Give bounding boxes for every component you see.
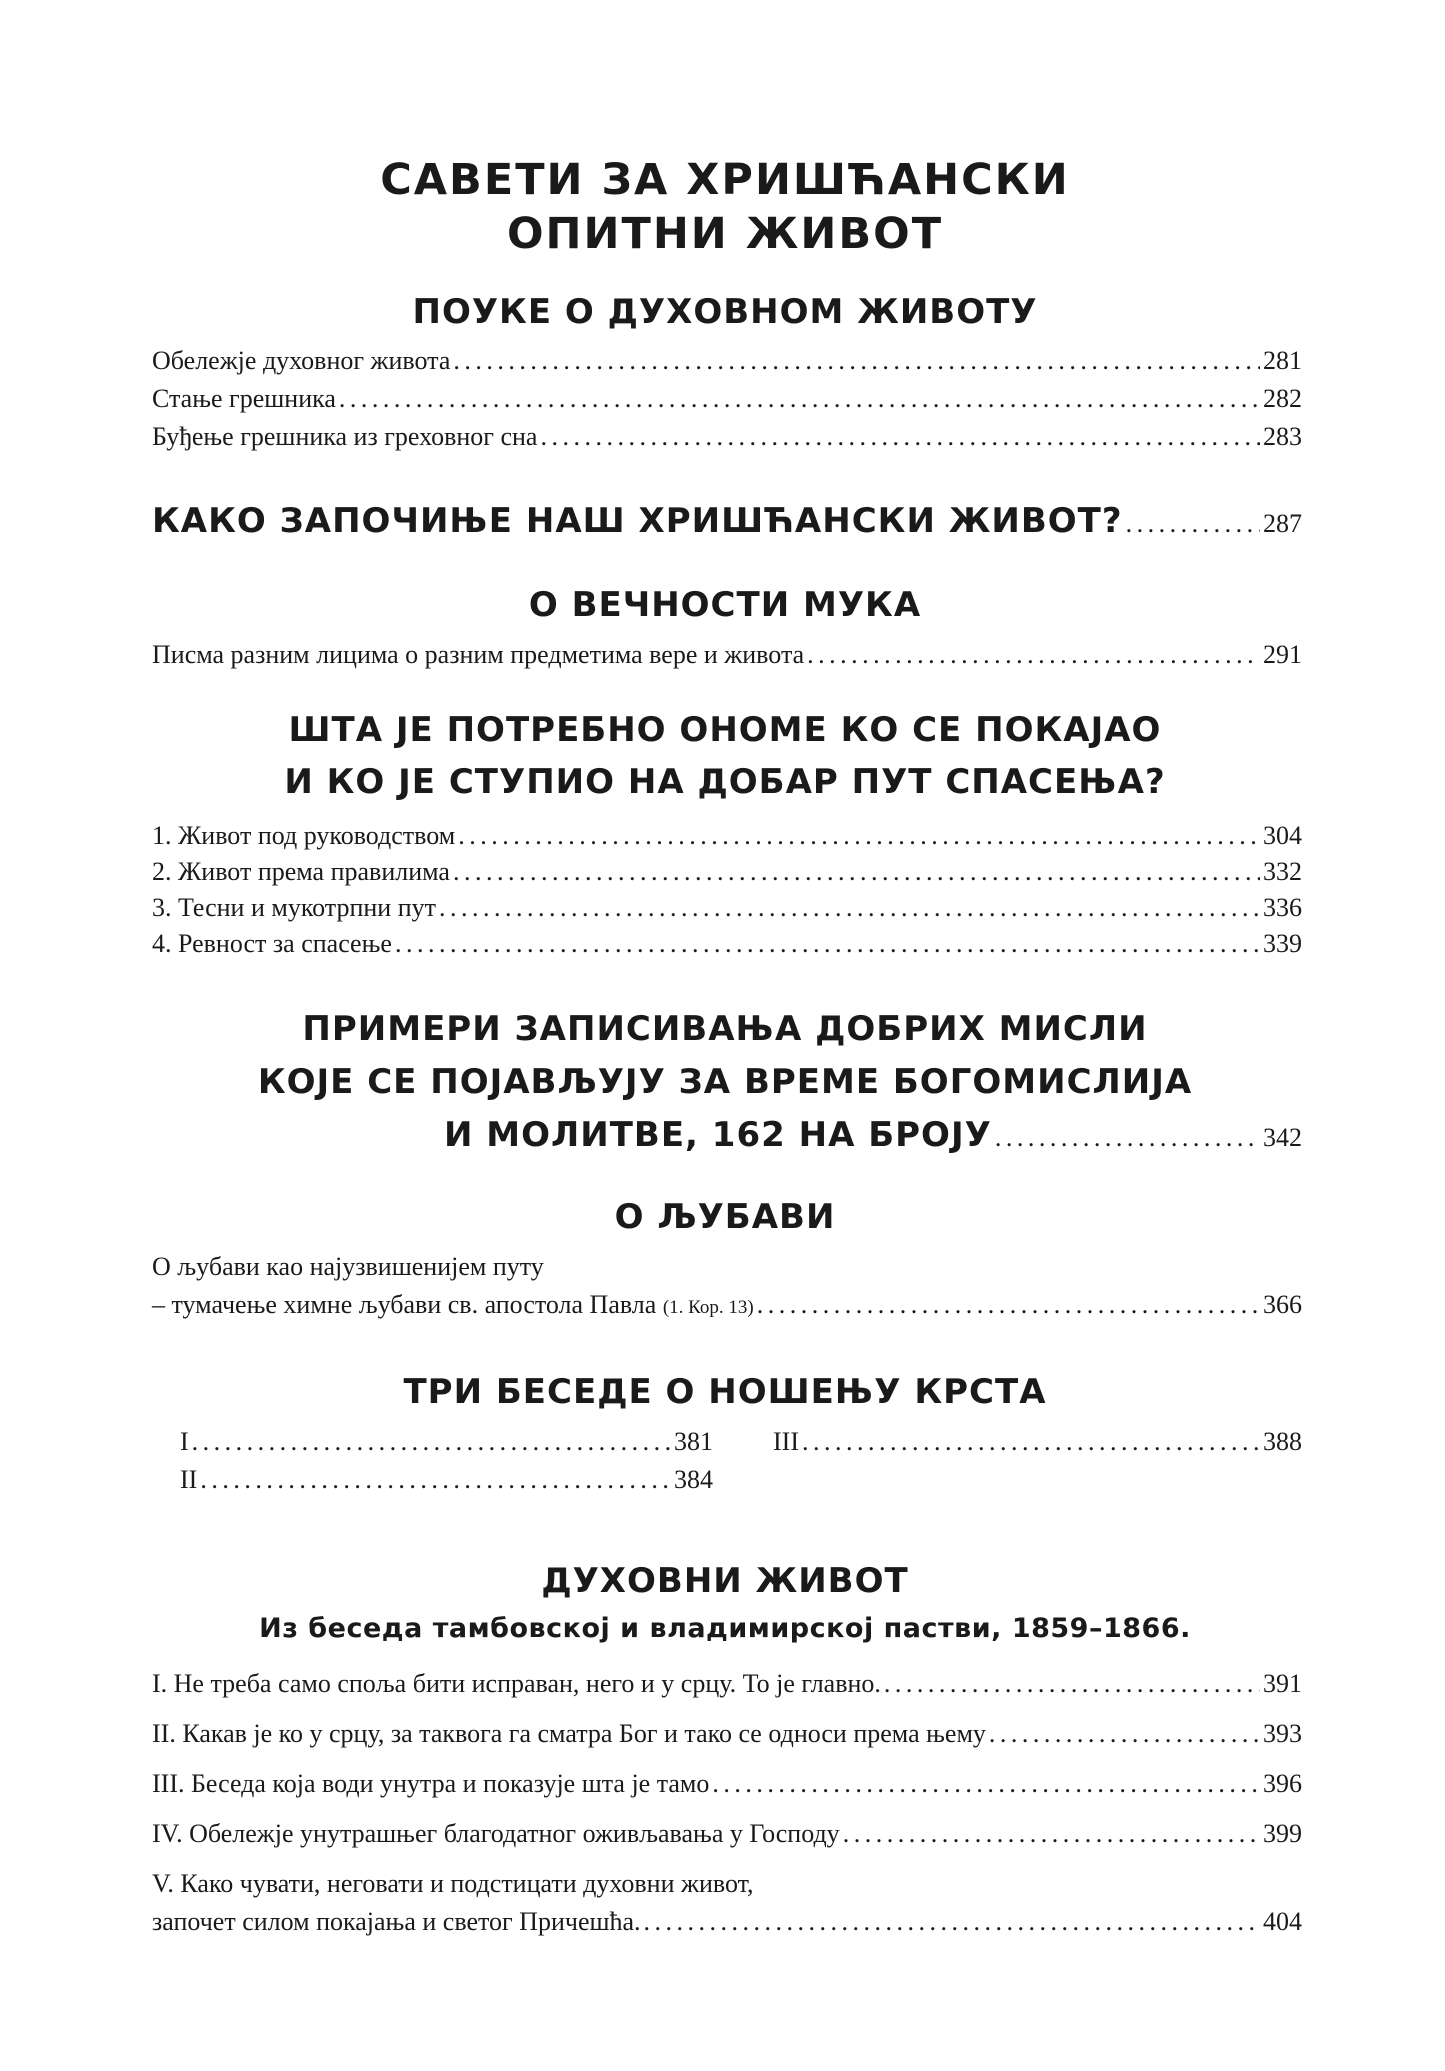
toc-entry-page: 388 — [1263, 1427, 1302, 1456]
toc-entry-page: 366 — [1263, 1290, 1302, 1319]
section-heading-shta-line2: И КО ЈЕ СТУПИО НА ДОБАР ПУТ СПАСЕЊА? — [284, 762, 1166, 802]
toc-entry-title: II — [180, 1465, 198, 1494]
dot-leader — [453, 343, 1260, 379]
toc-entry-page: 404 — [1263, 1907, 1302, 1936]
dot-leader — [757, 1287, 1260, 1323]
section-heading-duhovni-zivot: ДУХОВНИ ЖИВОТ — [541, 1561, 909, 1601]
toc-entry-page: 282 — [1263, 384, 1302, 413]
dot-leader — [989, 1716, 1260, 1752]
toc-entry-page: 339 — [1263, 929, 1302, 958]
toc-entry-title: I — [180, 1427, 189, 1456]
toc-entry[interactable] — [152, 1287, 1302, 1323]
toc-entry-page: 399 — [1263, 1819, 1302, 1848]
toc-entry-page: 396 — [1263, 1769, 1302, 1798]
toc-entry-title — [152, 1287, 754, 1326]
dot-leader — [458, 818, 1260, 854]
toc-entry-title: Стање грешника — [152, 384, 336, 413]
toc-entry[interactable] — [152, 637, 1302, 673]
toc-heading-entry[interactable] — [152, 496, 1302, 546]
toc-entry-page: 281 — [1263, 346, 1302, 375]
section-heading-pouke: ПОУКЕ О ДУХОВНОМ ЖИВОТУ — [412, 292, 1038, 332]
section-subheading: Из беседа тамбовској и владимирској пастви, 1859–1866. — [259, 1613, 1191, 1644]
toc-entry-title: II. Какав је ко у срцу, за таквога га сматра Бог и тако се односи према њему — [152, 1719, 986, 1748]
toc-entry-title: III — [773, 1427, 799, 1456]
toc-entry-page: 283 — [1263, 422, 1302, 451]
dot-leader — [395, 926, 1260, 962]
toc-entry-title-line2: – тумачење химне љубави св. апостола Павла — [152, 1290, 657, 1319]
dot-leader — [439, 890, 1260, 926]
dot-leader — [200, 1462, 671, 1498]
section-heading-vechnosti: О ВЕЧНОСТИ МУКА — [528, 585, 922, 625]
dot-leader — [1126, 499, 1260, 549]
toc-entry-page: 291 — [1263, 640, 1302, 669]
dot-leader — [339, 381, 1260, 417]
dot-leader — [884, 1666, 1260, 1702]
toc-entry-page: 332 — [1263, 857, 1302, 886]
toc-entry-title: III. Беседа која води унутра и показује шта је тамо — [152, 1769, 710, 1798]
toc-entry-page: 336 — [1263, 893, 1302, 922]
toc-entry[interactable] — [152, 818, 1302, 854]
toc-entry-title: 3. Тесни и мукотрпни пут — [152, 893, 436, 922]
toc-entry[interactable] — [152, 343, 1302, 379]
dot-leader — [712, 1766, 1260, 1802]
dot-leader — [644, 1904, 1260, 1940]
toc-entry[interactable] — [773, 1424, 1302, 1460]
toc-entry[interactable] — [152, 1816, 1302, 1852]
dot-leader — [192, 1424, 671, 1460]
main-title-line2: ОПИТНИ ЖИВОТ — [506, 209, 944, 259]
toc-entry-title: IV. Обележје унутрашњег благодатног оживљавања у Господу — [152, 1819, 840, 1848]
toc-entry[interactable] — [152, 1904, 1302, 1940]
dot-leader — [453, 854, 1260, 890]
dot-leader — [807, 637, 1260, 673]
dot-leader — [802, 1424, 1260, 1460]
toc-entry[interactable] — [152, 1766, 1302, 1802]
main-title-line1: САВЕТИ ЗА ХРИШЋАНСКИ — [380, 155, 1070, 205]
toc-entry-title-line1: О љубави као најузвишенијем путу — [152, 1252, 544, 1281]
toc-entry-page: 393 — [1263, 1719, 1302, 1748]
toc-entry-title: 4. Ревност за спасење — [152, 929, 392, 958]
toc-entry[interactable] — [152, 926, 1302, 962]
toc-entry-title-line1: V. Како чувати, неговати и подстицати духовни живот, — [152, 1869, 754, 1898]
bible-reference: (1. Кор. 13) — [662, 1297, 754, 1318]
dot-leader — [843, 1816, 1260, 1852]
section-heading-kako: КАКО ЗАПОЧИЊЕ НАШ ХРИШЋАНСКИ ЖИВОТ? — [152, 501, 1123, 541]
toc-entry[interactable] — [180, 1462, 713, 1498]
section-heading-primeri-line2: КОЈЕ СЕ ПОЈАВЉУЈУ ЗА ВРЕМЕ БОГОМИСЛИЈА — [257, 1062, 1193, 1102]
toc-entry-title: започет силом покајања и светог Причешћа. — [152, 1907, 641, 1936]
toc-entry[interactable] — [152, 1716, 1302, 1752]
toc-entry-page: 287 — [1263, 509, 1302, 538]
toc-entry[interactable] — [152, 381, 1302, 417]
toc-entry-title: 2. Живот према правилима — [152, 857, 450, 886]
toc-entry[interactable] — [152, 419, 1302, 455]
toc-entry[interactable] — [152, 854, 1302, 890]
toc-entry-page: 342 — [1263, 1123, 1302, 1152]
toc-entry-title: I. Не треба само споља бити исправан, него и у срцу. То је главно. — [152, 1669, 881, 1698]
toc-entry-title: Обележје духовног живота — [152, 346, 451, 375]
toc-entry-page: 304 — [1263, 821, 1302, 850]
dot-leader — [540, 419, 1260, 455]
toc-entry-page: 381 — [674, 1427, 713, 1456]
section-heading-tri-besede: ТРИ БЕСЕДЕ О НОШЕЊУ КРСТА — [403, 1372, 1047, 1412]
section-heading-shta-line1: ШТА ЈЕ ПОТРЕБНО ОНОМЕ КО СЕ ПОКАЈАО — [288, 710, 1162, 750]
section-heading-primeri-line3: И МОЛИТВЕ, 162 НА БРОЈУ — [444, 1115, 992, 1155]
toc-entry-title: 1. Живот под руководством — [152, 821, 456, 850]
toc-entry-title: Писма разним лицима о разним предметима вере и живота — [152, 640, 805, 669]
section-heading-ljubavi: О ЉУБАВИ — [614, 1197, 836, 1237]
toc-entry-page: 391 — [1263, 1669, 1302, 1698]
toc-entry-page: 384 — [674, 1465, 713, 1494]
toc-entry[interactable] — [180, 1424, 713, 1460]
dot-leader — [995, 1113, 1260, 1163]
section-heading-primeri-line1: ПРИМЕРИ ЗАПИСИВАЊА ДОБРИХ МИСЛИ — [302, 1009, 1148, 1049]
toc-entry-title: Буђење грешника из греховног сна — [152, 422, 538, 451]
toc-entry[interactable] — [152, 1666, 1302, 1702]
toc-heading-entry[interactable] — [444, 1110, 1302, 1160]
toc-entry[interactable] — [152, 890, 1302, 926]
